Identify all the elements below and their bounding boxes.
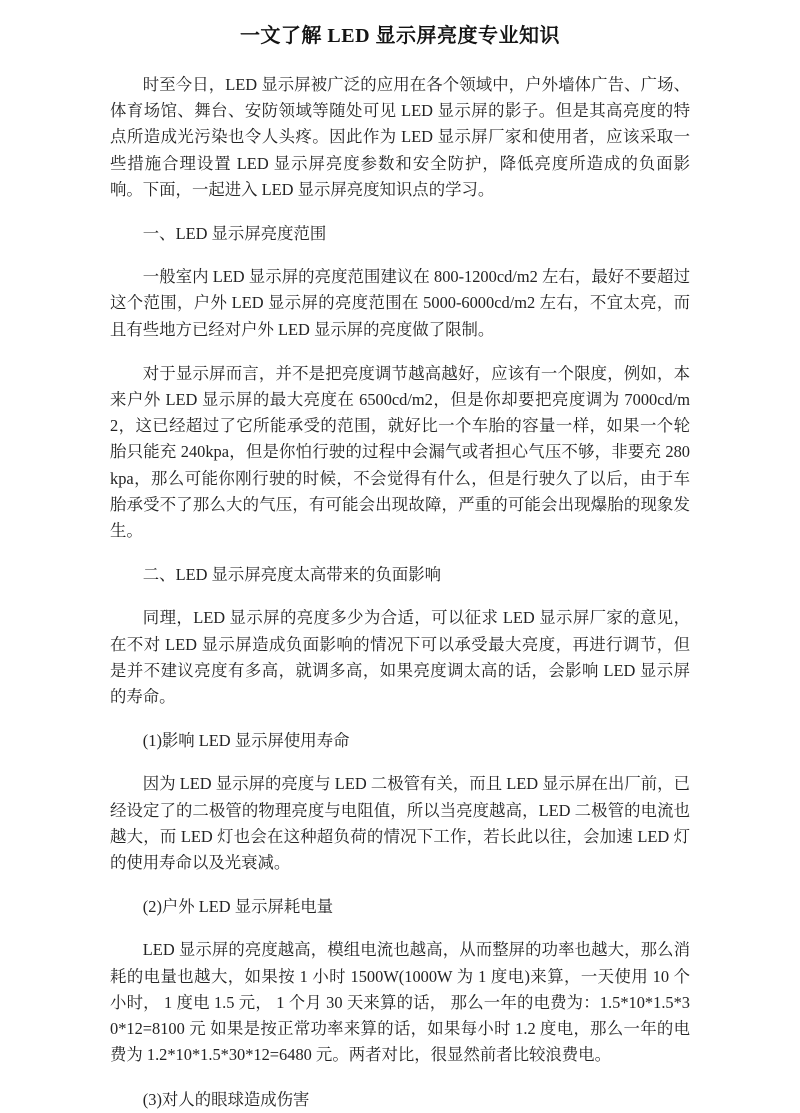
subsection-heading-2: (2)户外 LED 显示屏耗电量 — [142, 897, 334, 917]
section-1-paragraph-1: 一般室内 LED 显示屏的亮度范围建议在 800-1200cd/m2 左右，最好不要超过这个范围，户外 LED 显示屏的亮度范围在 5000-6000cd/m2 左右，不宜太亮，而且有些地方已经对户外 LED 显示屏的亮度做了限制。 — [110, 267, 690, 339]
section-2-paragraph-1: 同理，LED 显示屏的亮度多少为合适，可以征求 LED 显示屏厂家的意见，在不对 LED 显示屏造成负面影响的情况下可以承受最大亮度，再进行调节，但是并不建议亮度有多高，就调多高，如果亮度调太高的话，会影响 LED 显示屏的寿命。 — [110, 608, 690, 707]
spacer — [110, 343, 690, 361]
page-title: 一文了解 LED 显示屏亮度专业知识 — [239, 25, 561, 47]
intro-paragraph: 时至今日，LED 显示屏被广泛的应用在各个领域中，户外墙体广告、广场、体育场馆、舞台、安防领域等随处可见 LED 显示屏的影子。但是其高亮度的特点所造成光污染也令人头疼。因此作为 LED 显示屏厂家和使用者，应该采取一些措施合理设置 LED 显示屏亮度参数和安全防护，降低亮度所造成的负面影响。下面，一起进入 LED 显示屏亮度知识点的学习。 — [110, 75, 690, 199]
spacer — [110, 876, 690, 894]
spacer — [110, 920, 690, 937]
subsection-2-paragraph: LED 显示屏的亮度越高，模组电流也越高，从而整屏的功率也越大，那么消耗的电量也越大，如果按 1 小时 1500W(1000W 为 1 度电)来算，一天使用 10 个小时， 1 度电 1.5 元， 1 个月 30 天来算的话， 那么一年的电费为：1.5*10*1.5*30*12=8100 元 如果是按正常功率来算的话，如果每小时 1.2 度电，那么一年的电费为 1.2*10*1.5*30*12=6480 元。两者对比，很显然前者比较浪费电。 — [110, 940, 690, 1065]
subsection-heading-1: (1)影响 LED 显示屏使用寿命 — [142, 731, 350, 751]
subsection-1-paragraph: 因为 LED 显示屏的亮度与 LED 二极管有关，而且 LED 显示屏在出厂前，已经设定了的二极管的物理亮度与电阻值，所以当亮度越高，LED 二极管的电流也越大，而 LED 灯也会在这种超负荷的情况下工作，若长此以往，会加速 LED 灯的使用寿命以及光衰减。 — [110, 774, 690, 873]
spacer — [110, 203, 690, 221]
section-heading-1: 一、LED 显示屏亮度范围 — [142, 224, 327, 244]
subsection-heading-3: (3)对人的眼球造成伤害 — [142, 1089, 310, 1109]
spacer — [110, 710, 690, 728]
spacer — [110, 1069, 690, 1087]
spacer — [110, 247, 690, 264]
spacer — [110, 544, 690, 562]
spacer — [110, 588, 690, 605]
spacer — [110, 50, 690, 72]
section-heading-2: 二、LED 显示屏亮度太高带来的负面影响 — [142, 565, 442, 585]
document-content — [110, 0, 690, 1113]
section-1-paragraph-2: 对于显示屏而言，并不是把亮度调节越高越好，应该有一个限度，例如，本来户外 LED 显示屏的最大亮度在 6500cd/m2，但是你却要把亮度调为 7000cd/m2，这已经超过了它所能承受的范围，就好比一个车胎的容量一样，如果一个轮胎只能充 240kpa，但是你怕行驶的过程中会漏气或者担心气压不够，非要充 280kpa，那么可能你刚行驶的时候，不会觉得有什么，但是行驶久了以后，由于车胎承受不了那么大的气压，有可能会出现故障，严重的可能会出现爆胎的现象发生。 — [110, 363, 690, 541]
spacer — [110, 754, 690, 771]
